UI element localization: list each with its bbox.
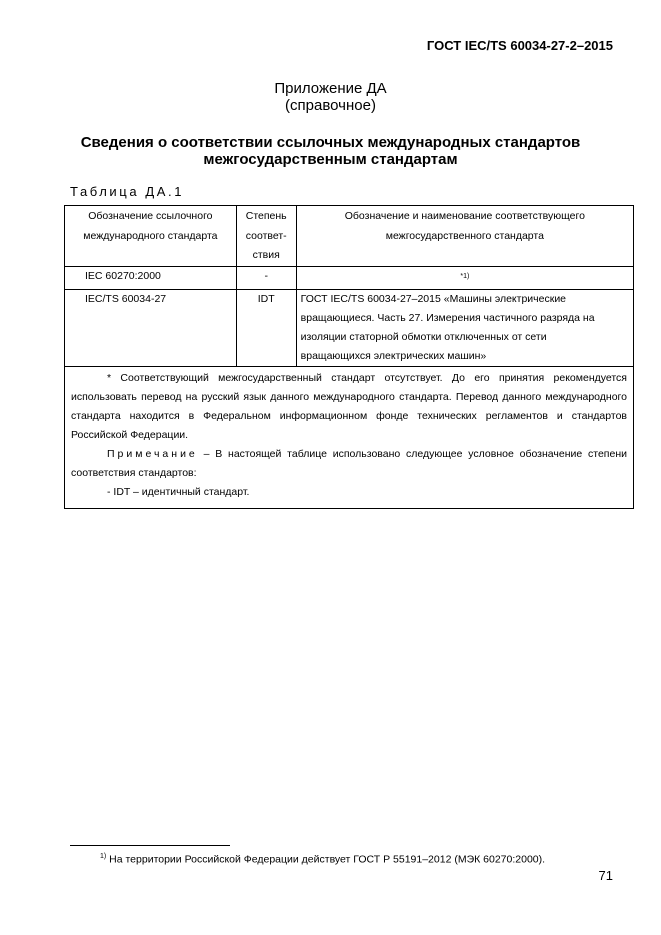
table-row xyxy=(65,290,634,367)
footnote-separator xyxy=(70,845,230,846)
degree-cell: IDT xyxy=(236,290,296,367)
correspondence-table xyxy=(64,205,634,509)
footnote-text: На территории Российской Федерации действует ГОСТ Р 55191–2012 (МЭК 60270:2000). xyxy=(106,853,546,866)
idt-definition: - IDT – идентичный стандарт. xyxy=(107,486,250,498)
interstate-standard-cell: ГОСТ IEC/TS 60034-27–2015 «Машины электрические вращающиеся. Часть 27. Измерения частичного разряда на изоляции статорной обмотки отключенных от сети вращающихся электрических машин» xyxy=(296,290,633,367)
table-row xyxy=(65,266,634,290)
section-heading-line-1: Сведения о соответствии ссылочных международных стандартов xyxy=(80,134,581,151)
reference-standard-cell: IEC 60270:2000 xyxy=(65,266,237,290)
appendix-subtitle: (справочное) xyxy=(285,97,376,114)
appendix-title: Приложение ДА xyxy=(274,80,387,97)
table-footer-row xyxy=(65,367,634,509)
reference-standard-cell: IEC/TS 60034-27 xyxy=(65,290,237,367)
table-header-row xyxy=(65,206,634,267)
document-code: ГОСТ IEC/TS 60034-27-2–2015 xyxy=(426,38,613,53)
header-interstate-standard: Обозначение и наименование соответствующего межгосударственного стандарта xyxy=(296,206,633,267)
header-reference-standard: Обозначение ссылочного международного стандарта xyxy=(65,206,237,267)
footnote xyxy=(100,853,545,866)
footnote-number: 1) xyxy=(100,853,107,860)
table-label: Таблица ДА.1 xyxy=(70,184,185,199)
star-note: * Соответствующий межгосударственный стандарт отсутствует. До его принятия рекомендуется использовать перевод на русский язык данного международного стандарта. Перевод данного международного стандарта находится в Федеральном информационном фонде технических регламентов и стандартов Российской Федерации. xyxy=(71,372,627,441)
interstate-standard-cell xyxy=(296,266,633,290)
section-heading-line-2: межгосударственным стандартам xyxy=(203,151,458,168)
header-degree: Степень соответ- ствия xyxy=(236,206,296,267)
table-notes xyxy=(65,367,634,509)
page-number: 71 xyxy=(598,868,613,883)
note-label: Примечание xyxy=(107,448,198,460)
note-text: – В настоящей таблице использовано следующее условное обозначение степени соответствия стандартов: xyxy=(71,448,627,479)
degree-cell: - xyxy=(236,266,296,290)
footnote-mark: *1) xyxy=(460,272,470,280)
note-paragraph xyxy=(71,445,627,483)
